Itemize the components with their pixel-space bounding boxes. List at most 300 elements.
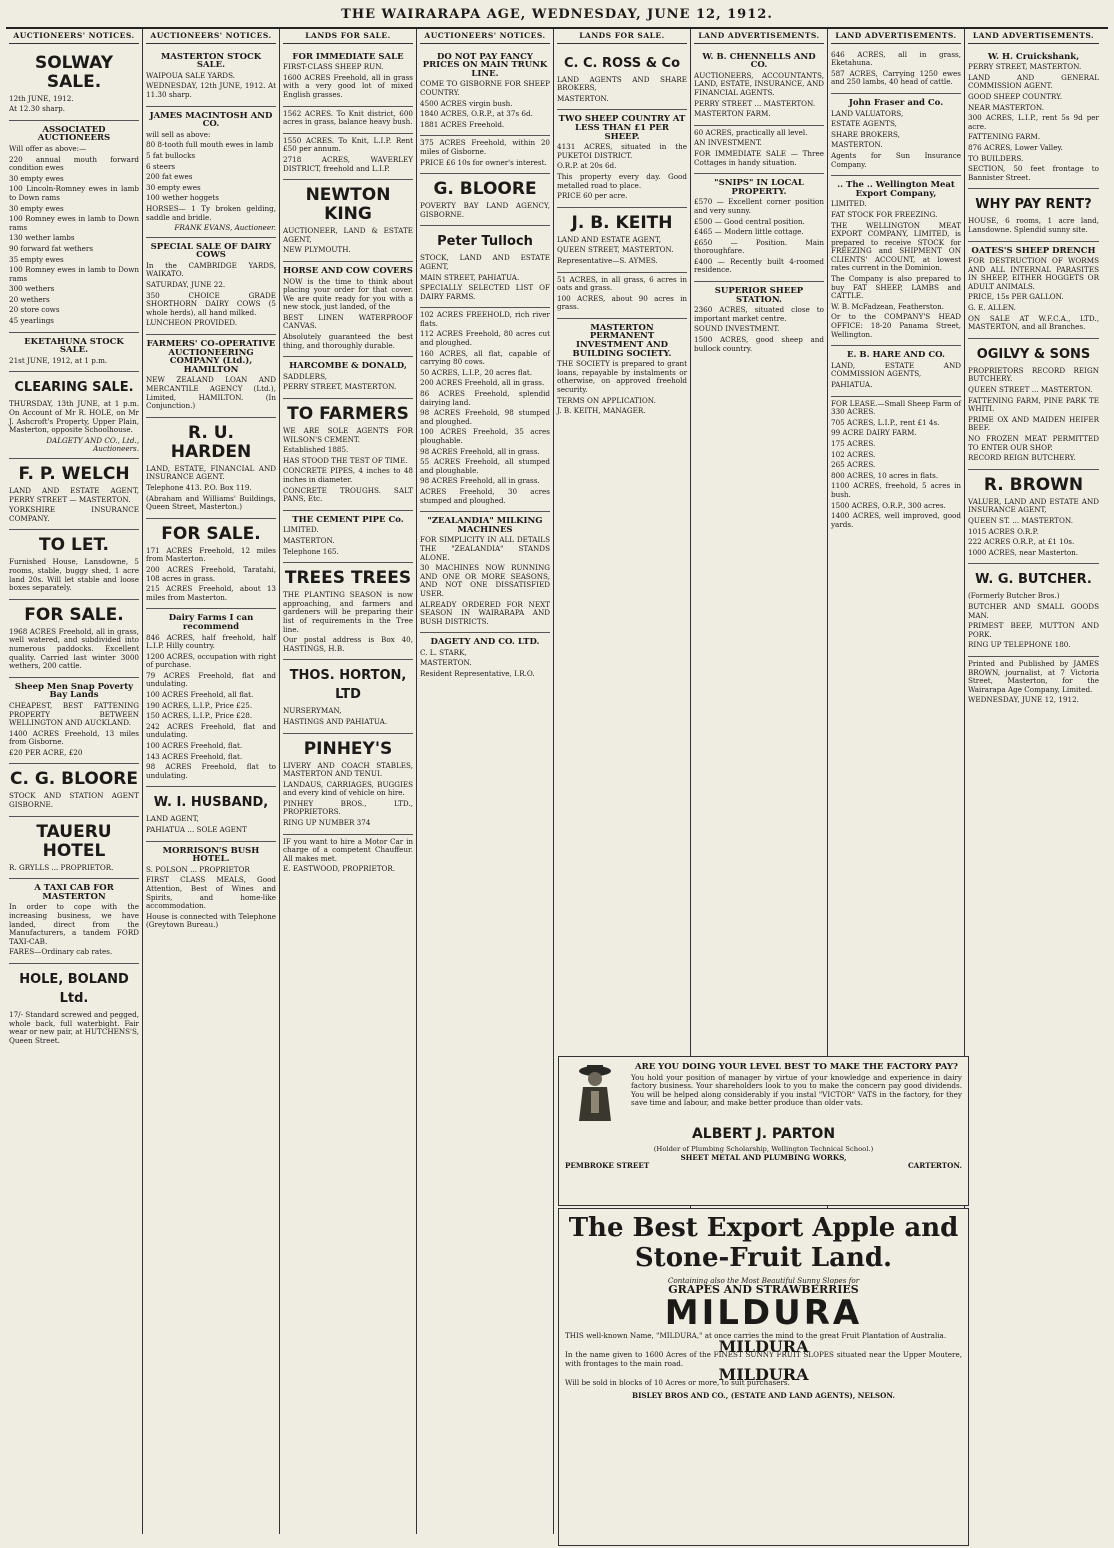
ad-line: 79 ACRES Freehold, flat and undulating. (146, 670, 276, 689)
ad-line: LAND AGENT, (146, 814, 199, 824)
ad-line: G. E. ALLEN. (968, 303, 1016, 313)
ad-title: SUPERIOR SHEEP STATION. (714, 286, 804, 305)
ad-line: 5 fat bullocks (146, 150, 196, 160)
ad-line: 12th JUNE, 1912. (9, 93, 74, 103)
ad-title: OGILVY & SONS (976, 346, 1091, 362)
ad-title: SOLWAY SALE. (34, 52, 114, 92)
ad-line: AUCTIONEERS, ACCOUNTANTS, LAND, ESTATE, INSURANCE, AND FINANCIAL AGENTS. (694, 70, 824, 97)
advertisement (283, 48, 413, 107)
ad-line: £20 PER ACRE, £20 (9, 747, 83, 757)
ad-title: DO NOT PAY FANCY PRICES ON MAIN TRUNK LINE. (422, 51, 548, 79)
ad-line: HOUSE, 6 rooms, 1 acre land, Lansdowne. Splendid sunny site. (968, 216, 1099, 234)
parton-body: You hold your position of manager by virtue of your knowledge and experience in dairy factory business. Your shareholders look to you to make the concern pay good dividends. You will be helped along considerably if you instal "VICTOR" VATS in the factory, for they save time and labour, and make better produce than older vats. (631, 1072, 962, 1108)
ad-line: WE ARE SOLE AGENTS FOR WILSON'S CEMENT. (283, 426, 413, 444)
ad-line: NO FROZEN MEAT PERMITTED TO ENTER OUR SHOP. (968, 434, 1099, 452)
advertisement (9, 678, 139, 765)
ad-title: TO LET. (39, 535, 109, 556)
advertisement (420, 512, 550, 633)
ad-title: THOS. HORTON, LTD (289, 668, 407, 703)
ad-title: MASTERTON STOCK SALE. (160, 51, 262, 71)
ad-title: John Fraser and Co. (848, 97, 944, 108)
ad-line: 98 ACRES Freehold, 98 stumped and ploughed. (420, 408, 550, 426)
ad-line: 20 store cows (9, 305, 60, 315)
ad-line: 102 ACRES. (831, 449, 876, 459)
advertisement (283, 835, 413, 880)
ad-line: THE PLANTING SEASON is now approaching, and farmers and gardeners will be preparing their list of requirements in the Tree line. (283, 590, 413, 634)
mildura-body-3: Will be sold in blocks of 10 Acres or more, to suit purchasers. (565, 1378, 790, 1388)
ad-line: LAND AND GENERAL COMMISSION AGENT. (968, 72, 1099, 91)
ad-line: PERRY STREET ... MASTERTON. (694, 98, 816, 108)
advertisement (557, 273, 687, 319)
ad-line: LAND AND ESTATE AGENT, (557, 234, 662, 244)
ad-line: ON SALE AT W.F.C.A., LTD., MASTERTON, and all Branches. (968, 313, 1099, 332)
ad-line: 4131 ACRES, situated in the PUKETOI DISTRICT. (557, 142, 687, 160)
advertisement (9, 121, 139, 333)
ad-line: FIRST CLASS MEALS, Good Attention, Best of Wines and Spirits, and home-like accommodation. (146, 875, 276, 911)
advertisement (9, 764, 139, 816)
parton-ad (558, 1056, 969, 1206)
ad-title: A TAXI CAB FOR MASTERTON (34, 883, 114, 902)
advertisement (9, 333, 139, 373)
ad-line: RECORD REIGN BUTCHERY. (968, 453, 1076, 463)
ad-line: STOCK AND STATION AGENT GISBORNE. (9, 791, 139, 810)
advertisement (9, 530, 139, 599)
advertisement (146, 609, 276, 787)
ad-line: LUNCHEON PROVIDED. (146, 318, 238, 328)
ad-line: Resident Representative, I.R.O. (420, 669, 535, 679)
ad-title: FOR SALE. (24, 604, 124, 625)
ad-line: W. B. McFadzean, Featherston. (831, 301, 944, 311)
ad-line: LAND AGENTS AND SHARE BROKERS, (557, 74, 687, 93)
ad-line: NOW is the time to think about placing your order for that cover. We are quite ready for you with a new stock, just landed, of the (283, 276, 413, 312)
ad-line: Will offer as above:— (9, 143, 87, 153)
ad-line: FATTENING FARM. (968, 132, 1041, 142)
ad-line: QUEEN STREET, MASTERTON. (557, 245, 674, 255)
advertisement (694, 174, 824, 282)
ad-line: PERRY STREET, MASTERTON. (283, 382, 397, 392)
ad-title: TO FARMERS (287, 404, 409, 425)
ad-line: £465 — Modern little cottage. (694, 227, 804, 237)
advertisement (831, 176, 961, 346)
advertisement (831, 397, 961, 536)
ad-line: PRIMEST BEEF, MUTTON AND PORK. (968, 621, 1099, 639)
ad-title: W. B. CHENNELLS AND CO. (702, 51, 816, 71)
advertisement (968, 242, 1099, 339)
ad-line: PAHIATUA. (831, 380, 873, 389)
ad-line: CHEAPEST, BEST FATTENING PROPERTY BETWEEN WELLINGTON AND AUCKLAND. (9, 700, 139, 728)
ad-line: 100 Lincoln-Romney ewes in lamb to Down rams (9, 184, 139, 202)
ad-line: Telephone 165. (283, 546, 339, 556)
ad-line: CONCRETE PIPES, 4 inches to 48 inches in diameter. (283, 466, 413, 484)
advertisement (146, 107, 276, 238)
ad-title: Peter Tulloch (437, 234, 533, 250)
ad-line: FATTENING FARM, PINE PARK TE WHITI. (968, 395, 1099, 414)
advertisement (694, 126, 824, 174)
ad-line: FAT STOCK FOR FREEZING. (831, 209, 938, 219)
ad-line: 705 ACRES, L.I.P., rent £1 4s. (831, 417, 940, 427)
advertisement (146, 48, 276, 107)
advertisement (9, 879, 139, 964)
ad-line: 1840 ACRES, O.R.P., at 37s 6d. (420, 109, 533, 119)
ad-title: HOLE, BOLAND Ltd. (19, 972, 129, 1006)
ad-line: S. POLSON ... PROPRIETOR (146, 864, 250, 874)
ad-line: 21st JUNE, 1912, at 1 p.m. (9, 355, 108, 365)
ad-line: £650 — Position. Main thoroughfare. (694, 237, 824, 256)
ad-line: THE WELLINGTON MEAT EXPORT COMPANY, LIMITED, is prepared to receive STOCK for FREEZING and SHIPMENT ON CLIENTS' ACCOUNT, at lowest rates current in the Dominion. (831, 220, 961, 273)
ad-line: £500 — Good central position. (694, 216, 805, 226)
ad-line: 1881 ACRES Freehold. (420, 119, 505, 129)
ad-line: 99 ACRE DAIRY FARM. (831, 428, 917, 438)
ad-line: Telephone 413. P.O. Box 119. (146, 482, 252, 492)
ad-line: GOOD SHEEP COUNTRY. (968, 91, 1063, 101)
advertisement (146, 238, 276, 335)
ad-line: 587 ACRES, Carrying 1250 ewes and 250 lambs, 40 head of cattle. (831, 68, 961, 87)
column-1 (6, 29, 143, 1534)
ad-line: 300 wethers (9, 284, 55, 294)
ad-line: THE SOCIETY is prepared to grant loans, repayable by instalments or otherwise, on approved freehold security. (557, 359, 687, 395)
ad-line: SPECIALLY SELECTED LIST OF DAIRY FARMS. (420, 283, 550, 301)
ad-line: 102 ACRES FREEHOLD, rich river flats. (420, 310, 550, 328)
mildura-name-2: MILDURA (718, 1336, 809, 1356)
advertisement (283, 262, 413, 357)
ad-title: EKETAHUNA STOCK SALE. (24, 336, 124, 356)
ad-line: 160 ACRES, all flat, capable of carrying 80 cows. (420, 348, 550, 367)
advertisement (146, 842, 276, 936)
ad-line: £400 — Recently built 4-roomed residence. (694, 256, 824, 275)
ad-line: 98 ACRES Freehold, all in grass. (420, 476, 540, 486)
ad-line: RING UP NUMBER 374 (283, 818, 371, 828)
ad-line: SADDLERS, (283, 371, 328, 381)
ad-line: 1000 ACRES, near Masterton. (968, 547, 1079, 557)
ad-line: SECTION, 50 feet frontage to Bannister Street. (968, 164, 1099, 182)
ad-line: 876 ACRES, Lower Valley. (968, 142, 1063, 152)
ad-line: HAS STOOD THE TEST OF TIME. (283, 455, 408, 465)
advertisement (420, 48, 550, 137)
advertisement (9, 600, 139, 678)
advertisement (694, 282, 824, 359)
ad-line: PRICE 60 per acre. (557, 191, 628, 201)
mildura-body: THIS well-known Name, "MILDURA," at once carries the mind to the great Fruit Plantation of Australia. (565, 1331, 947, 1341)
ad-title: .. The .. Wellington Meat Export Company, (837, 180, 955, 199)
ad-line: 50 ACRES, L.I.P., 20 acres flat. (420, 367, 533, 377)
mildura-grapes: GRAPES AND STRAWBERRIES (668, 1282, 859, 1296)
ad-line: 100 ACRES Freehold, 35 acres ploughable. (420, 427, 550, 445)
ad-line: 800 ACRES, 10 acres in flats. (831, 470, 939, 480)
ad-line: 300 ACRES, L.I.P., rent 5s 9d per acre. (968, 113, 1099, 131)
ad-line: MASTERTON. (557, 93, 609, 103)
ad-title: FOR IMMEDIATE SALE (292, 51, 404, 62)
ad-line: SATURDAY, JUNE 22. (146, 280, 226, 290)
advertisement (283, 660, 413, 733)
ad-title: FARMERS' CO-OPERATIVE AUCTIONEERING COMPANY (Ltd.), HAMILTON (146, 339, 276, 375)
ad-line: ESTATE AGENTS, (831, 119, 897, 129)
advertisement (968, 189, 1099, 241)
ad-line: 265 ACRES. (831, 460, 876, 470)
advertisement (968, 339, 1099, 470)
ad-title: J. B. KEITH (571, 212, 673, 233)
ad-line: 846 ACRES, half freehold, half L.I.P. Hilly country. (146, 632, 276, 651)
ad-line: 2718 ACRES, WAVERLEY DISTRICT, freehold and L.I.P. (283, 154, 413, 173)
ad-line: LANDAUS, CARRIAGES, BUGGIES and every kind of vehicle on hire. (283, 779, 413, 798)
ad-line: YORKSHIRE INSURANCE COMPANY. (9, 505, 139, 523)
parton-name: ALBERT J. PARTON (691, 1126, 836, 1142)
advertisement (831, 346, 961, 396)
ad-line: BEST LINEN WATERPROOF CANVAS. (283, 312, 413, 331)
ad-line: CONCRETE TROUGHS. SALT PANS, Etc. (283, 485, 413, 504)
ad-line: 200 ACRES Freehold, all in grass. (420, 378, 545, 388)
ad-line: PERRY STREET, MASTERTON. (968, 62, 1082, 72)
column-8 (965, 29, 1102, 1534)
ad-line: 1500 ACRES, good sheep and bullock country. (694, 335, 824, 353)
ad-line: HASTINGS AND PAHIATUA. (283, 716, 388, 726)
ad-line: LAND AND ESTATE AGENT, PERRY STREET — MASTERTON. (9, 486, 139, 504)
ad-line: (Abraham and Williams' Buildings, Queen Street, Masterton.) (146, 493, 276, 512)
advertisement (146, 519, 276, 610)
advertisement (283, 734, 413, 835)
advertisement (283, 563, 413, 660)
column-4 (417, 29, 554, 1534)
ad-line: PRICE, 15s PER GALLON. (968, 292, 1064, 302)
ad-line: 55 ACRES Freehold, all stumped and ploughable. (420, 457, 550, 475)
advertisement (9, 817, 139, 880)
ad-line: HORSES— 1 Ty broken gelding, saddle and bridle. (146, 203, 276, 222)
advertisement (9, 48, 139, 121)
ad-line: (Formerly Butcher Bros.) (968, 591, 1060, 601)
ad-line: VALUER, LAND AND ESTATE AND INSURANCE AGENT, (968, 496, 1099, 515)
ad-line: 100 Romney ewes in lamb to Down rams (9, 214, 139, 232)
advertisement (420, 136, 550, 174)
ad-line: 30 empty ewes (9, 173, 64, 183)
ad-title: SPECIAL SALE OF DAIRY COWS (150, 241, 272, 261)
column-header: AUCTIONEERS' NOTICES. (9, 29, 139, 44)
ad-title: G. BLOORE (433, 179, 537, 200)
ad-line: SHARE BROKERS, (831, 129, 900, 139)
ad-line: will sell as above: (146, 129, 211, 139)
ad-line: MASTERTON FARM. (694, 109, 771, 119)
ad-line: 60 ACRES, practically all level. (694, 127, 808, 137)
ad-line: QUEEN ST. ... MASTERTON. (968, 515, 1073, 525)
ad-title: FOR SALE. (161, 523, 261, 544)
ad-signature: FRANK EVANS, Auctioneer. (174, 223, 276, 233)
ad-line: TERMS ON APPLICATION. (557, 395, 656, 405)
ad-line: 2360 ACRES, situated close to important market centre. (694, 305, 824, 323)
ad-line: Representative—S. AYMES. (557, 255, 658, 265)
ad-title: Sheep Men Snap Poverty Bay Lands (14, 681, 134, 701)
ad-line: COME TO GISBORNE FOR SHEEP COUNTRY. (420, 79, 550, 97)
advertisement (694, 48, 824, 126)
ad-line: 100 ACRES, about 90 acres in grass. (557, 293, 687, 312)
column-header: AUCTIONEERS' NOTICES. (146, 29, 276, 44)
ad-line: In order to cope with the increasing business, we have landed, direct from the Manufacturers, a tandem FORD TAXI-CAB. (9, 902, 139, 946)
ad-line: RING UP TELEPHONE 180. (968, 640, 1071, 650)
parton-title: ARE YOU DOING YOUR LEVEL BEST TO MAKE THE FACTORY PAY? (635, 1062, 958, 1072)
ad-line: LAND, ESTATE, FINANCIAL AND INSURANCE AGENT. (146, 463, 276, 482)
column-header: LAND ADVERTISEMENTS. (968, 29, 1099, 44)
ad-line: The Company is also prepared to buy FAT SHEEP, LAMBS and CATTLE. (831, 274, 961, 301)
ad-line: WEDNESDAY, JUNE 12, 1912. (968, 695, 1079, 705)
mildura-name-3: MILDURA (718, 1364, 809, 1384)
ad-title: WHY PAY RENT? (975, 197, 1092, 213)
masthead: THE WAIRARAPA AGE, WEDNESDAY, JUNE 12, 1912. (6, 6, 1108, 29)
ad-title: HARCOMBE & DONALD, (289, 361, 407, 372)
ad-title: CLEARING SALE. (14, 380, 134, 396)
advertisement (831, 48, 961, 94)
ad-line: SOUND INVESTMENT. (694, 324, 780, 334)
advertisement (9, 964, 139, 1051)
ad-line: Furnished House, Lansdowne, 5 rooms, stable, buggy shed, 1 acre land 20s. Will let stable and loose boxes separately. (9, 557, 139, 593)
ad-line: Agents for Sun Insurance Company. (831, 150, 961, 169)
parton-town: CARTERTON. (907, 1161, 962, 1171)
ad-line: PRIME OX AND MAIDEN HEIFER BEEF. (968, 414, 1099, 433)
ad-line: MASTERTON. (420, 658, 472, 668)
ad-line: IF you want to hire a Motor Car in charge of a competent Chauffeur. All makes met. (283, 836, 413, 863)
ad-line: THURSDAY, 13th JUNE, at 1 p.m. On Account of Mr R. HOLE, on Mr J. Ashcroft's Property, Upper Plain, Masterton, opposite Schoolhouse. (9, 399, 139, 435)
ad-line: ACRES Freehold, 30 acres stumped and ploughed. (420, 486, 550, 505)
advertisement (9, 372, 139, 459)
ad-line: 1400 ACRES, well improved, good yards. (831, 511, 961, 529)
ad-line: LIVERY AND COACH STABLES, MASTERTON AND TENUI. (283, 760, 413, 779)
ad-line: TO BUILDERS. (968, 153, 1024, 163)
ad-line: MAIN STREET, PAHIATUA. (420, 272, 520, 282)
ad-title: JAMES MACINTOSH AND CO. (149, 110, 273, 130)
ad-line: AUCTIONEER, LAND & ESTATE AGENT, (283, 226, 413, 244)
column-3 (280, 29, 417, 1534)
advertisement (283, 399, 413, 511)
ad-line: 51 ACRES, in all grass, 6 acres in oats and grass. (557, 274, 687, 293)
column-header: AUCTIONEERS' NOTICES. (420, 29, 550, 44)
mildura-body-2: In the name given to 1600 Acres of the FINEST SUNNY FRUIT SLOPES situated near the Upper Moutere, with frontages to the main road. (565, 1350, 962, 1368)
advertisement (968, 470, 1099, 565)
advertisement (557, 110, 687, 207)
ad-line: 1562 ACRES. To Knit district, 600 acres in grass, balance heavy bush. (283, 108, 413, 127)
ad-line: 350 CHOICE GRADE SHORTHORN DAIRY COWS (5 whole herds), all hand milked. (146, 290, 276, 317)
ad-line: C. L. STARK, (420, 647, 467, 657)
ad-line: 1550 ACRES. To Knit, L.I.P. Rent £50 per annum. (283, 135, 413, 154)
advertisement (146, 787, 276, 841)
ad-line: 100 ACRES Freehold, flat. (146, 741, 243, 751)
ad-line: 150 ACRES, L.I.P., Price £28. (146, 711, 253, 721)
advertisement (557, 319, 687, 422)
ad-line: £570 — Excellent corner position and very sunny. (694, 197, 824, 215)
ad-title: W. G. BUTCHER. (975, 572, 1092, 588)
ad-line: J. B. KEITH, MANAGER. (557, 406, 646, 416)
ad-line: 80 8-tooth full mouth ewes in lamb (146, 140, 274, 150)
ad-line: 1200 ACRES, occupation with right of purchase. (146, 651, 276, 670)
ad-signature: DALGETY AND CO., Ltd., Auctioneers. (46, 435, 139, 454)
ad-line: NURSERYMAN, (283, 706, 342, 716)
advertisement (968, 48, 1099, 190)
ad-line: 1015 ACRES O.R.P. (968, 526, 1039, 536)
ad-line: NEW PLYMOUTH. (283, 245, 351, 255)
ad-line: Or to the COMPANY'S HEAD OFFICE: 18-20 Panama Street, Wellington. (831, 312, 961, 339)
ad-line: QUEEN STREET ... MASTERTON. (968, 385, 1093, 395)
ad-line: E. EASTWOOD, PROPRIETOR. (283, 864, 396, 874)
ad-line: FOR IMMEDIATE SALE — Three Cottages in handy situation. (694, 148, 824, 167)
ad-line: 6 steers (146, 161, 176, 171)
ad-line: 130 wether lambs (9, 233, 75, 243)
advertisement (283, 134, 413, 180)
ad-line: 90 forward fat wethers (9, 243, 94, 253)
ad-line: 30 MACHINES NOW RUNNING AND ONE OR MORE SEASONS, AND NOT ONE DISSATISFIED USER. (420, 563, 550, 598)
ad-line: 100 ACRES Freehold, all flat. (146, 690, 254, 700)
ad-line: MASTERTON. (831, 140, 883, 150)
ad-title: OATES'S SHEEP DRENCH (971, 245, 1096, 256)
ad-line: 112 ACRES Freehold, 80 acres cut and ploughed. (420, 329, 550, 348)
ad-line: NEAR MASTERTON. (968, 102, 1045, 112)
ad-title: Dairy Farms I can recommend (168, 613, 254, 632)
ad-line: 175 ACRES. (831, 438, 876, 448)
ad-line: PRICE £6 10s for owner's interest. (420, 157, 547, 167)
ad-line: House is connected with Telephone (Greytown Bureau.) (146, 911, 276, 930)
ad-line: In the CAMBRIDGE YARDS, WAIKATO. (146, 260, 276, 279)
ad-line: ALREADY ORDERED FOR NEXT SEASON IN WAIRARAPA AND BUSH DISTRICTS. (420, 599, 550, 626)
ad-title: TWO SHEEP COUNTRY AT LESS THAN £1 PER SHEEP. (558, 114, 686, 142)
ad-line: Established 1885. (283, 445, 349, 455)
column-header: LANDS FOR SALE. (557, 29, 687, 44)
ad-title: "SNIPS" IN LOCAL PROPERTY. (714, 178, 804, 197)
mildura-ad (558, 1208, 969, 1546)
ad-line: PROPRIETORS RECORD REIGN BUTCHERY. (968, 365, 1099, 384)
ad-title: TAUERU HOTEL (36, 821, 112, 861)
ad-title: "ZEALANDIA" MILKING MACHINES (427, 516, 543, 535)
ad-line: 17/- Standard screwed and pegged, whole back, full waterbight. Fair wear or new pair, at HUTCHENS'S, Queen Street. (9, 1010, 139, 1045)
ad-line: At 12.30 sharp. (9, 104, 66, 114)
ad-title: R. BROWN (983, 474, 1084, 495)
ad-line: 30 empty ewes (9, 203, 64, 213)
ad-title: ASSOCIATED AUCTIONEERS (37, 124, 111, 144)
ad-line: 222 ACRES O.R.P., at £1 10s. (968, 537, 1075, 547)
mildura-name: MILDURA (664, 1293, 863, 1334)
ad-line: 1100 ACRES, freehold, 5 acres in bush. (831, 481, 961, 499)
ad-line: 190 ACRES, L.I.P., Price £25. (146, 700, 253, 710)
advertisement (283, 511, 413, 563)
ad-line: LAND, ESTATE AND COMMISSION AGENTS, (831, 360, 961, 379)
ad-line: 86 ACRES Freehold, splendid dairying land. (420, 389, 550, 407)
ad-line: LIMITED. (283, 525, 319, 535)
ad-line: WEDNESDAY, 12th JUNE, 1912. At 11.30 sharp. (146, 81, 276, 99)
ad-title: C. G. BLOORE (10, 769, 138, 790)
ad-line: 35 empty ewes (9, 254, 64, 264)
ad-line: 30 empty ewes (146, 182, 201, 192)
ad-title: HORSE AND COW COVERS (283, 265, 413, 276)
ad-line: PAHIATUA ... SOLE AGENT (146, 825, 247, 834)
ad-line: PINHEY BROS., LTD., PROPRIETORS. (283, 798, 413, 817)
ad-title: NEWTON KING (305, 185, 391, 225)
parton-street: PEMBROKE STREET (565, 1161, 650, 1171)
ad-line: MASTERTON. (283, 535, 335, 545)
ad-line: LIMITED. (831, 199, 867, 209)
ad-line: FOR DESTRUCTION OF WORMS AND ALL INTERNAL PARASITES IN SHEEP, EITHER HOGGETS OR ADULT ANIMALS. (968, 256, 1099, 291)
ad-line: 98 ACRES Freehold, all in grass. (420, 446, 540, 456)
ad-title: DAGETY AND CO. LTD. (430, 637, 540, 648)
advertisement (831, 94, 961, 176)
ad-title: W. I. HUSBAND, (153, 795, 269, 811)
ad-line: 215 ACRES Freehold, about 13 miles from Masterton. (146, 584, 276, 602)
ad-line: POVERTY BAY LAND AGENCY, GISBORNE. (420, 201, 550, 219)
ad-title: W. H. Cruickshank, (987, 51, 1080, 62)
ad-line: Our postal address is Box 40, HASTINGS, H.B. (283, 635, 413, 653)
ad-line: BUTCHER AND SMALL GOODS MAN. (968, 601, 1099, 620)
ad-line: 143 ACRES Freehold, flat. (146, 751, 243, 761)
ad-line: This property every day. Good metalled road to place. (557, 171, 687, 190)
ad-title: THE CEMENT PIPE Co. (292, 514, 404, 525)
ad-line: FOR SIMPLICITY IN ALL DETAILS THE "ZEALANDIA" STANDS ALONE. (420, 535, 550, 562)
advertisement (283, 357, 413, 399)
ad-line: AN INVESTMENT. (694, 138, 762, 148)
ad-line: 171 ACRES Freehold, 12 miles from Masterton. (146, 545, 276, 564)
ad-line: FIRST-CLASS SHEEP RUN. (283, 62, 384, 72)
ad-line: 20 wethers (9, 294, 50, 304)
